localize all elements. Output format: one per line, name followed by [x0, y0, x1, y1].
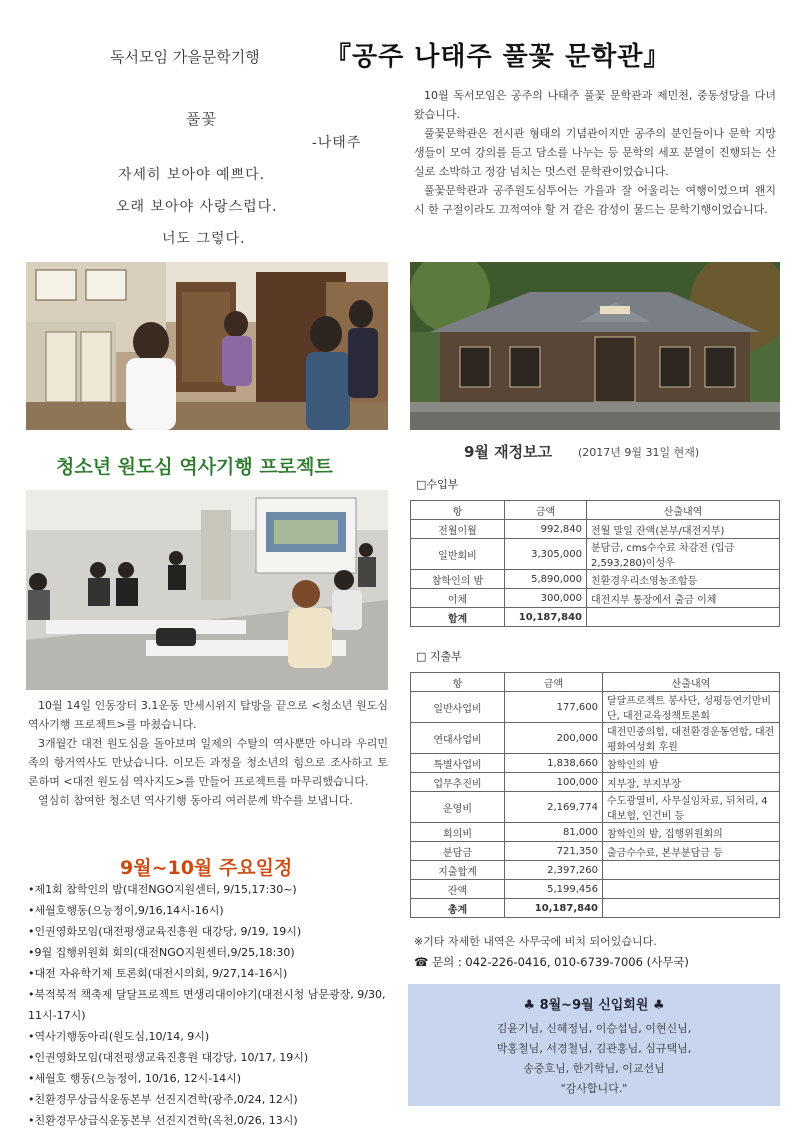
schedule-item: •친환경무상급식운동본부 선진지견학(옥천,0/26, 13시): [28, 1114, 298, 1127]
expense-cell: [603, 899, 780, 918]
income-cell: 10,187,840: [505, 608, 587, 627]
schedule-item: •친환경무상급식운동본부 선진지견학(광주,0/24, 12시): [28, 1093, 298, 1106]
expense-cell: 177,600: [505, 692, 603, 723]
intro-text: [414, 86, 776, 219]
museum-interior-photo: [26, 262, 388, 430]
income-cell: 분담금, cms수수료 차감전 (입금 2,593,280)이성우: [587, 539, 780, 570]
expense-cell: 2,169,774: [505, 792, 603, 823]
finance-note: ※기타 자세한 내역은 사무국에 비치 되어있습니다.: [414, 935, 657, 948]
new-members-line: 김윤기님, 신혜정님, 이승섭님, 이현신님,: [496, 1022, 692, 1035]
finance-date: (2017년 9월 31일 현재): [578, 446, 700, 459]
new-members-line: 송중호님, 한기학님, 이교선님: [523, 1062, 665, 1075]
expense-cell: 지부장, 부지부장: [603, 773, 780, 792]
schedule-title: 9월~10월 주요일정: [120, 857, 293, 879]
expense-cell: 회의비: [411, 823, 505, 842]
expense-row: [411, 723, 780, 754]
expense-cell: 참학인의 밤: [603, 754, 780, 773]
expense-cell: 잔액: [411, 880, 505, 899]
expense-cell: 분담금: [411, 842, 505, 861]
income-table: [410, 500, 780, 627]
project-paragraph: 3개월간 대전 원도심을 돌아보며 일제의 수탈의 역사뿐만 아니라 우리민족의 항거역사도 만났습니다. 이모든 과정을 청소년의 힘으로 조사하고 토론하며 <대전 원도심 역사지도>를 만들어 프로젝트를 마무리했습니다.: [28, 737, 388, 788]
expense-header-cell: 금액: [505, 673, 603, 692]
expense-cell: 지출합계: [411, 861, 505, 880]
income-cell: 3,305,000: [505, 539, 587, 570]
schedule-item: •역사기행동아리(원도심,10/14, 9시): [28, 1030, 210, 1043]
income-cell: 일반회비: [411, 539, 505, 570]
expense-cell: 참학인의 밤, 집행위원회의: [603, 823, 780, 842]
museum-exterior-photo: [410, 262, 780, 430]
income-row: [411, 520, 780, 539]
income-header-row: [411, 501, 780, 520]
schedule-item: •세월호행동(으능정이,9/16,14시-16시): [28, 904, 224, 917]
new-members-box: [408, 984, 780, 1106]
expense-header-cell: 항: [411, 673, 505, 692]
project-paragraph: 열심히 참여한 청소년 역사기행 동아리 여러분께 박수를 보냅니다.: [38, 794, 353, 807]
project-text: [28, 696, 388, 810]
schedule-list: [28, 879, 393, 1131]
expense-row: [411, 692, 780, 723]
income-header-cell: 항: [411, 501, 505, 520]
newsletter-subtitle: 독서모임 가을문학기행: [110, 48, 260, 66]
schedule-item: •북적북적 책축제 달달프로젝트 면생리대이야기(대전시청 남문광장, 9/30, 11시-17시): [28, 988, 386, 1022]
intro-paragraph: 풀꽃문학관은 전시관 형태의 기념관이지만 공주의 분인들이나 문학 지망생들이 모여 강의를 듣고 담소를 나누는 등 문학의 세포 분열이 진행되는 산실로 소박하고 정감 넘치는 멋스런 문학관이었습니다.: [414, 127, 776, 178]
income-cell: 이체: [411, 589, 505, 608]
expense-cell: 업무추진비: [411, 773, 505, 792]
income-cell: 참학인의 밤: [411, 570, 505, 589]
schedule-item: •제1회 참학인의 밤(대전NGO지원센터, 9/15,17:30~): [28, 883, 297, 896]
poem-line-3: 너도 그렇다.: [162, 231, 246, 247]
intro-paragraph: 10월 독서모임은 공주의 나태주 풀꽃 문학관과 제민천, 중동성당을 다녀왔습니다.: [414, 89, 776, 121]
schedule-item: •인권영화모임(대전평생교육진흥원 대강당, 10/17, 19시): [28, 1051, 309, 1064]
expense-cell: 2,397,260: [505, 861, 603, 880]
expense-cell: 1,838,660: [505, 754, 603, 773]
income-row: [411, 539, 780, 570]
expense-cell: 달달프로젝트 봉사단, 성평등연기만비단, 대전교육정책토론회: [603, 692, 780, 723]
expense-header-row: [411, 673, 780, 692]
income-cell: 300,000: [505, 589, 587, 608]
expense-cell: 특별사업비: [411, 754, 505, 773]
expense-cell: 200,000: [505, 723, 603, 754]
intro-paragraph: 풀꽃문학관과 공주원도심투어는 가을과 잘 어울리는 여행이었으며 왠지 시 한 구절이라도 끄적여야 할 거 같은 감성이 물드는 문학기행이었습니다.: [414, 184, 776, 216]
expense-cell: [603, 861, 780, 880]
schedule-item: •9월 집행위원회 회의(대전NGO지원센터,9/25,18:30): [28, 946, 295, 959]
expense-cell: 운영비: [411, 792, 505, 823]
newsletter-title: 『공주 나태주 풀꽃 문학관』: [325, 42, 671, 72]
expense-cell: 수도광열비, 사무실임차료, 뒤처리, 4대보험, 인건비 등: [603, 792, 780, 823]
expense-row: [411, 792, 780, 823]
income-cell: 친환경우리소영농조합등: [587, 570, 780, 589]
poem-title: 풀꽃: [186, 110, 217, 128]
schedule-item: •세월호 행동(으능정이, 10/16, 12시-14시): [28, 1072, 242, 1085]
expense-cell: 81,000: [505, 823, 603, 842]
project-class-photo: [26, 490, 388, 690]
expense-cell: 출금수수료, 본부분담금 등: [603, 842, 780, 861]
income-cell: 992,840: [505, 520, 587, 539]
income-cell: 대전지부 통장에서 출금 이체: [587, 589, 780, 608]
income-row: [411, 570, 780, 589]
expense-cell: 10,187,840: [505, 899, 603, 918]
project-paragraph: 10월 14일 인동장터 3.1운동 만세시위지 탐방을 끝으로 <청소년 원도심 역사기행 프로젝트>를 마쳤습니다.: [28, 699, 388, 731]
new-members-line: 박홍철님, 서경철님, 김관홍님, 심규택님,: [496, 1042, 692, 1055]
expense-row: [411, 861, 780, 880]
income-header-cell: 금액: [505, 501, 587, 520]
contact-info: ☎ 문의 : 042-226-0416, 010-6739-7006 (사무국): [414, 955, 689, 969]
expense-cell: 721,350: [505, 842, 603, 861]
income-cell: 합계: [411, 608, 505, 627]
expense-cell: 대전민중의힘, 대전환경운동연합, 대전평화여성회 후원: [603, 723, 780, 754]
finance-title: 9월 재정보고: [464, 443, 553, 461]
expense-label: □ 지출부: [416, 650, 462, 663]
expense-row: [411, 899, 780, 918]
income-cell: [587, 608, 780, 627]
project-title: 청소년 원도심 역사기행 프로젝트: [56, 456, 333, 478]
income-cell: 전월 말일 잔액(본부/대전지부): [587, 520, 780, 539]
schedule-item: •대전 자유학기제 토론회(대전시의회, 9/27,14-16시): [28, 967, 288, 980]
expense-cell: 5,199,456: [505, 880, 603, 899]
expense-cell: [603, 880, 780, 899]
expense-header-cell: 산출내역: [603, 673, 780, 692]
expense-cell: 연대사업비: [411, 723, 505, 754]
schedule-item: •인권영화모임(대전평생교육진흥원 대강당, 9/19, 19시): [28, 925, 302, 938]
poem-line-2: 오래 보아야 사랑스럽다.: [116, 199, 278, 215]
poem-author: -나태주: [312, 135, 362, 151]
expense-cell: 총계: [411, 899, 505, 918]
expense-row: [411, 880, 780, 899]
expense-table: [410, 672, 780, 918]
expense-cell: 100,000: [505, 773, 603, 792]
income-row: [411, 589, 780, 608]
expense-row: [411, 773, 780, 792]
expense-row: [411, 823, 780, 842]
new-members-title: ♣ 8월~9월 신입회원 ♣: [523, 998, 665, 1013]
expense-cell: 일반사업비: [411, 692, 505, 723]
expense-row: [411, 754, 780, 773]
expense-row: [411, 842, 780, 861]
income-cell: 전월이월: [411, 520, 505, 539]
income-header-cell: 산출내역: [587, 501, 780, 520]
new-members-thanks: "감사합니다.": [560, 1082, 628, 1095]
income-cell: 5,890,000: [505, 570, 587, 589]
poem-line-1: 자세히 보아야 예쁘다.: [118, 167, 266, 183]
income-label: □수입부: [416, 478, 459, 491]
income-row: [411, 608, 780, 627]
